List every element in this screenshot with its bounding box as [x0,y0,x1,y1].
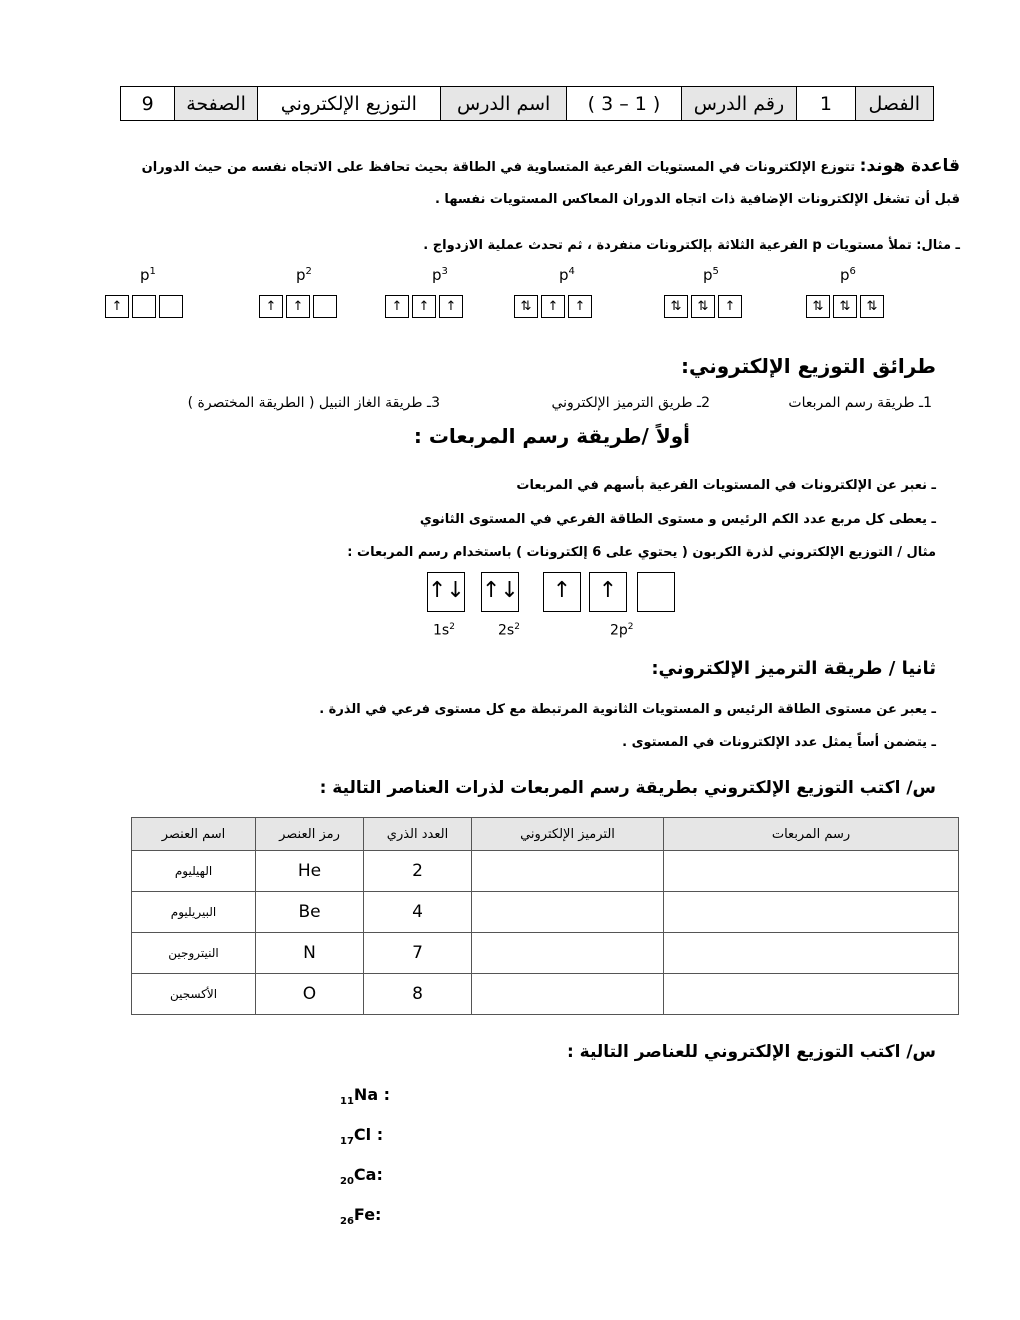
boxes-bullet-1: ـ نعبر عن الإلكترونات في المستويات الفرعية بأسهم في المربعات [516,478,936,493]
orbital-box: ↑ [385,295,409,318]
p-orbital-label: $p^2$ [296,266,312,284]
question-2-title: س/ اكتب التوزيع الإلكتروني للعناصر التالية : [566,1042,936,1062]
p-orbital-label: $p^1$ [140,266,156,284]
p-orbital-boxes [385,295,466,318]
table-row [132,974,959,1015]
element-name: النيتروجين [132,933,256,974]
element-answer-line: $_{20}$Ca: [340,1165,383,1188]
orbital-box: ↑ [541,295,565,318]
orbital-label: $2s^2$ [498,622,520,639]
orbital-box: ↑ [105,295,129,318]
element-name: الأكسجين [132,974,256,1015]
orbital-box: ↑ [259,295,283,318]
orbital-box [132,295,156,318]
orbital-box: ⇅ [664,295,688,318]
boxes-answer-cell[interactable] [664,851,959,892]
notation-answer-cell[interactable] [472,851,664,892]
col-header-symbol: رمز العنصر [256,818,364,851]
p-orbital-boxes [259,295,340,318]
orbital-box: ↑ [568,295,592,318]
p-orbital-label: $p^4$ [559,266,575,284]
orbital-box: ↑ [589,572,627,612]
element-symbol: O [256,974,364,1015]
hund-rule-text: تتوزع الإلكترونات في المستويات الفرعية المتساوية في الطاقة بحيث تحافظ على الاتجاه نفسه من حيث الدوران [141,160,856,175]
orbital-box: ↑↓ [481,572,519,612]
hund-example: ـ مثال: تملأ مستويات p الفرعية الثلاثة بإلكترونات منفردة ، ثم تحدث عملية الازدواج . [423,238,960,253]
lesson-number-value: ( 3 – 1 ) [567,87,681,121]
orbital-box: ⇅ [514,295,538,318]
orbital-box: ⇅ [833,295,857,318]
orbital-box: ↑ [286,295,310,318]
table-row [132,892,959,933]
hund-rule-title: قاعدة هوند: [859,156,960,176]
p-orbital-boxes [105,295,186,318]
notation-answer-cell[interactable] [472,933,664,974]
methods-title: طرائق التوزيع الإلكتروني: [680,354,936,378]
col-header-boxes: رسم المربعات [664,818,959,851]
atomic-number: 7 [364,933,472,974]
orbital-label: $1s^2$ [433,622,455,639]
orbital-box [159,295,183,318]
chapter-value: 1 [797,87,855,121]
orbital-box: ↑ [543,572,581,612]
boxes-method-title: أولاً /طريقة رسم المربعات : [413,424,690,448]
orbital-box: ↑↓ [427,572,465,612]
notation-answer-cell[interactable] [472,892,664,933]
col-header-atomic-number: العدد الذري [364,818,472,851]
method-3: 3ـ طريقة الغاز النبيل ( الطريقة المختصرة ) [187,395,440,411]
p-orbital-label: $p^6$ [840,266,856,284]
p-orbital-boxes [514,295,595,318]
page-number: 9 [121,87,175,121]
element-name: الهيليوم [132,851,256,892]
orbital-box: ⇅ [806,295,830,318]
orbital-box: ↑ [412,295,436,318]
lesson-header-table [120,86,934,121]
chapter-label: الفصل [855,87,934,121]
method-2: 2ـ طريق الترميز الإلكتروني [551,395,710,411]
orbital-box [637,572,675,612]
elements-table [131,817,959,1015]
atomic-number: 2 [364,851,472,892]
p-orbital-label: $p^5$ [703,266,719,284]
orbital-box: ↑ [439,295,463,318]
orbital-box: ⇅ [860,295,884,318]
notation-bullet-1: ـ يعبر عن مستوى الطاقة الرئيس و المستويات الثانوية المرتبطة مع كل مستوى فرعي في الذرة . [319,702,936,717]
p-orbital-label: $p^3$ [432,266,448,284]
element-symbol: He [256,851,364,892]
page-label: الصفحة [175,87,258,121]
orbital-label: $2p^2$ [610,622,634,639]
atomic-number: 4 [364,892,472,933]
notation-bullet-2: ـ يتضمن أساً يمثل عدد الإلكترونات في المستوى . [622,735,936,750]
orbital-box [313,295,337,318]
element-answer-line: $_{11}$Na : [340,1085,391,1108]
element-answer-line: $_{26}$Fe: [340,1205,382,1228]
method-1: 1ـ طريقة رسم المربعات [788,395,932,411]
question-1-title: س/ اكتب التوزيع الإلكتروني بطريقة رسم المربعات لذرات العناصر التالية : [319,778,936,798]
element-answer-line: $_{17}$Cl : [340,1125,384,1148]
lesson-number-label: رقم الدرس [681,87,797,121]
p-orbital-boxes [664,295,745,318]
lesson-name-label: اسم الدرس [440,87,567,121]
col-header-notation: الترميز الإلكتروني [472,818,664,851]
hund-rule-line2: قبل أن تشغل الإلكترونات الإضافية ذات اتجاه الدوران المعاكس المستويات نفسها . [434,192,960,207]
element-symbol: N [256,933,364,974]
atomic-number: 8 [364,974,472,1015]
orbital-box: ⇅ [691,295,715,318]
table-row [132,933,959,974]
boxes-bullet-2: ـ يعطى كل مربع عدد الكم الرئيس و مستوى الطاقة الفرعي في المستوى الثانوي [419,512,936,527]
element-symbol: Be [256,892,364,933]
notation-answer-cell[interactable] [472,974,664,1015]
hund-rule-line1 [100,156,960,176]
notation-method-title: ثانيا / طريقة الترميز الإلكتروني: [651,658,936,679]
boxes-answer-cell[interactable] [664,974,959,1015]
p-orbital-boxes [806,295,887,318]
col-header-name: اسم العنصر [132,818,256,851]
boxes-answer-cell[interactable] [664,892,959,933]
element-name: البيريليوم [132,892,256,933]
orbital-box: ↑ [718,295,742,318]
carbon-example: مثال / التوزيع الإلكتروني لذرة الكربون ( يحتوي على 6 إلكترونات ) باستخدام رسم المربعات : [347,545,936,560]
boxes-answer-cell[interactable] [664,933,959,974]
lesson-name-value: التوزيع الإلكتروني [257,87,440,121]
table-row [132,851,959,892]
